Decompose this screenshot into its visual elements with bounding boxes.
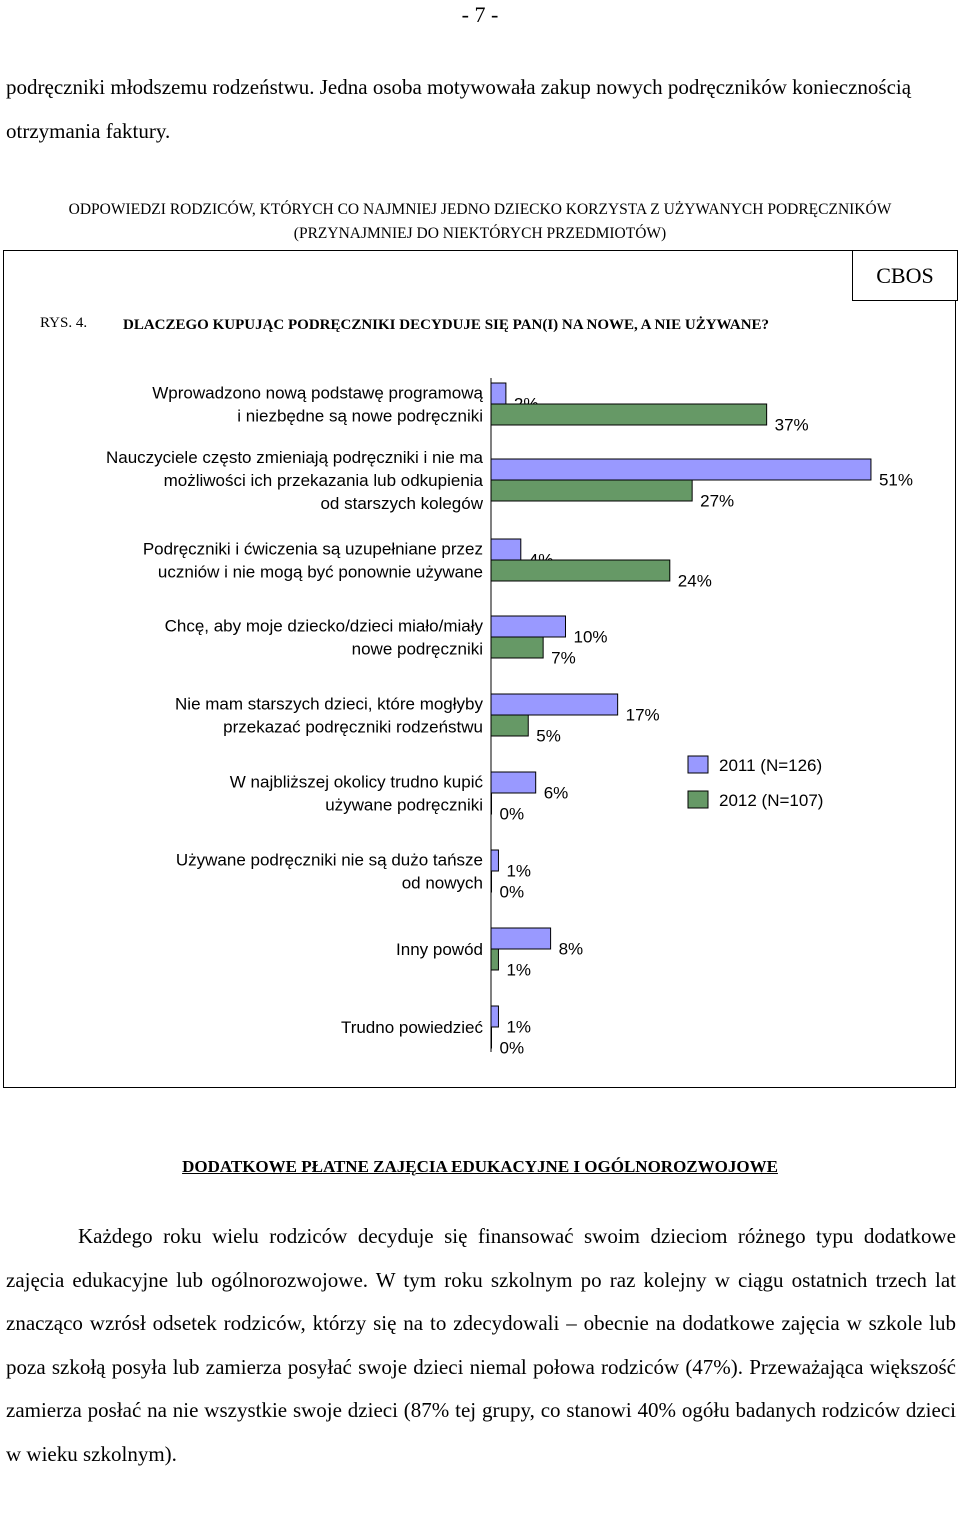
data-label: 10% [573,627,608,647]
bar-2012 [491,404,767,425]
cbos-label: CBOS [852,250,958,301]
page-number: - 7 - [461,2,499,27]
section-header-line1: ODPOWIEDZI RODZICÓW, KTÓRYCH CO NAJMNIEJ JEDNO DZIECKO KORZYSTA Z UŻYWANYCH PODRĘCZNIKÓW [68,201,892,218]
data-label: 1% [506,960,532,980]
bar-2012 [491,637,543,658]
category-label: Nie mam starszych dzieci, które mogłyby [175,694,483,714]
category-label: Chcę, aby moje dziecko/dzieci miało/miały [164,616,483,636]
legend-entry: 2011 (N=126) [719,756,823,775]
figure-label: RYS. 4. [40,315,88,331]
category-label: W najbliższej okolicy trudno kupić [229,772,483,792]
data-label: 1% [506,1017,532,1037]
category-label: możliwości ich przekazania lub odkupienia [163,471,483,490]
bar-2011 [491,694,618,715]
data-label: 0% [499,804,525,824]
legend-swatch [688,756,708,773]
paragraph-top: podręczniki młodszemu rodzeństwu. Jedna osoba motywowała zakup nowych podręczników koniecznością otrzymania faktury. [6,75,912,143]
data-label: 0% [499,882,525,902]
paragraph-bottom: Każdego roku wielu rodziców decyduje się finansować swoim dzieciom różnego typu dodatkowe zajęcia edukacyjne lub ogólnorozwojowe. W tym roku szkolnym po raz kolejny w ciągu ostatnich trzech lat znacząco wzrósł odsetek rodziców, którzy się na to zdecydowali – obecnie na dodatkowe zajęcia w szkole lub poza szkołą posyła lub zamierza posyłać swoje dzieci niemal połowa rodziców (47%). Przeważająca większość zamierza posłać na nie wszystkie swoje dzieci (87% tej grupy, co stanowi 40% ogółu badanych rodziców dzieci w wieku szkolnym). [6,1224,956,1466]
bar-2011 [491,616,566,637]
category-label: Podręczniki i ćwiczenia są uzupełniane przez [142,539,483,559]
subheading: DODATKOWE PŁATNE ZAJĘCIA EDUKACYJNE I OGÓLNOROZWOJOWE [182,1157,778,1176]
figure-title: DLACZEGO KUPUJĄC PODRĘCZNIKI DECYDUJE SIĘ PAN(I) NA NOWE, A NIE UŻYWANE? [123,317,770,333]
data-label: 1% [506,861,532,881]
bar-2011 [491,459,871,480]
category-label: Nauczyciele często zmieniają podręczniki i nie ma [106,448,483,467]
data-label: 17% [625,705,660,725]
category-label: Inny powód [396,940,483,959]
bar-2012 [491,715,528,736]
bar-2011 [491,928,551,949]
category-label: używane podręczniki [325,795,483,815]
data-label: 37% [774,415,809,435]
bar-2012 [491,560,670,581]
bar-2012 [491,949,498,970]
bar-2011 [491,850,498,871]
category-label: przekazać podręczniki rodzeństwu [223,717,483,737]
bar-2011 [491,772,536,793]
category-label: uczniów i nie mogą być ponownie używane [157,562,483,582]
data-label: 5% [536,726,561,746]
bar-2011 [491,383,506,404]
data-label: 7% [551,648,576,668]
data-label: 51% [878,470,913,490]
legend-entry: 2012 (N=107) [719,791,824,810]
section-header-line2: (PRZYNAJMNIEJ DO NIEKTÓRYCH PRZEDMIOTÓW) [293,225,667,242]
legend-swatch [688,791,708,808]
category-label: Wprowadzono nową podstawę programową [152,383,483,403]
bar-2011 [491,1006,498,1027]
data-label: 24% [677,571,712,591]
data-label: 27% [700,491,735,511]
category-label: od starszych kolegów [320,494,483,513]
data-label: 6% [543,783,569,803]
bar-2012 [491,480,692,501]
bar-2011 [491,539,521,560]
category-label: i niezbędne są nowe podręczniki [237,406,483,426]
category-label: Używane podręczniki nie są dużo tańsze [175,850,483,870]
category-label: od nowych [401,873,483,893]
data-label: 8% [558,939,584,959]
data-label: 0% [499,1038,525,1058]
category-label: nowe podręczniki [351,639,483,659]
category-label: Trudno powiedzieć [340,1018,483,1037]
